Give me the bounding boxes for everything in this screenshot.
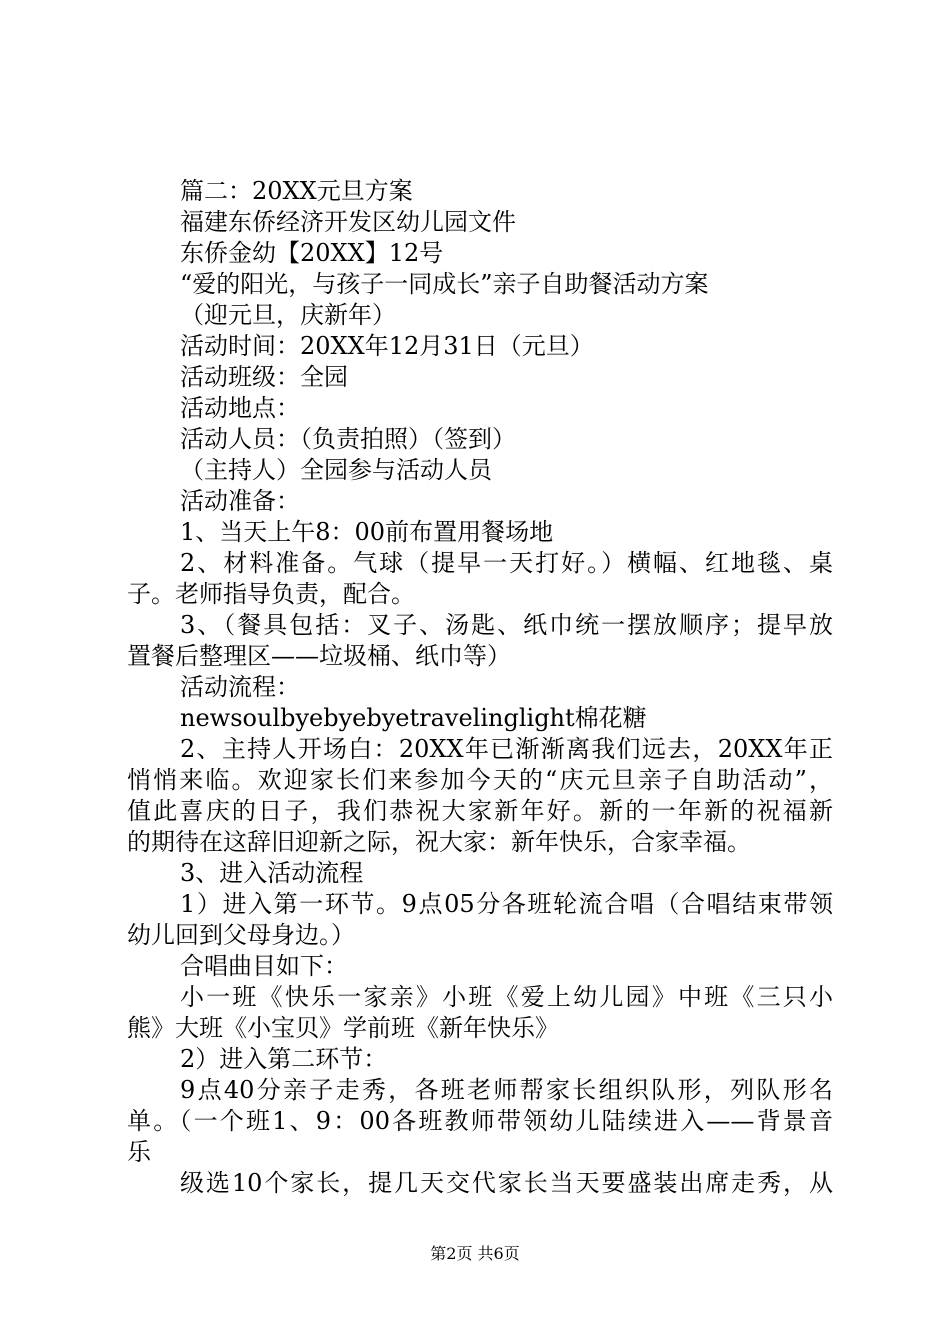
page-indicator: 第2页 共6页 xyxy=(430,1244,520,1263)
text-line: 篇二：20XX元旦方案 xyxy=(180,177,413,205)
text-line: 3、进入活动流程 xyxy=(180,859,364,887)
text-line: 3、（餐具包括：叉子、汤匙、纸巾统一摆放顺序；提早放 xyxy=(180,611,833,639)
text-line: “爱的阳光，与孩子一同成长”亲子自助餐活动方案 xyxy=(180,270,709,298)
text-line: 置餐后整理区——垃圾桶、纸巾等） xyxy=(127,642,511,670)
text-line: 2）进入第二环节： xyxy=(180,1045,388,1073)
page-footer xyxy=(0,1244,950,1264)
text-line: 单。（一个班1、9：00各班教师带领幼儿陆续进入——背景音 xyxy=(127,1107,833,1135)
text-line: 级选10个家长，提几天交代家长当天要盛装出席走秀，从 xyxy=(180,1169,833,1197)
document-body xyxy=(127,176,833,1199)
text-line: 熊》大班《小宝贝》学前班《新年快乐》 xyxy=(127,1014,559,1042)
text-line: 值此喜庆的日子，我们恭祝大家新年好。新的一年新的祝福新 xyxy=(127,797,833,825)
text-line: 合唱曲目如下： xyxy=(180,952,348,980)
text-line: 活动人员：（负责拍照）（签到） xyxy=(180,425,516,453)
text-line: 活动准备： xyxy=(180,487,300,515)
text-line: （迎元旦，庆新年） xyxy=(180,301,396,329)
text-line: 活动流程： xyxy=(180,673,300,701)
text-line: 小一班《快乐一家亲》小班《爱上幼儿园》中班《三只小 xyxy=(180,983,833,1011)
text-line: 活动班级：全园 xyxy=(180,363,348,391)
text-line: 乐 xyxy=(127,1138,151,1166)
text-line: 1）进入第一环节。9点05分各班轮流合唱（合唱结束带领 xyxy=(180,890,833,918)
text-line: 东侨金幼【20XX】12号 xyxy=(180,239,444,267)
text-line: 幼儿回到父母身边。） xyxy=(127,921,355,949)
text-line: 1、当天上午8：00前布置用餐场地 xyxy=(180,518,554,546)
text-line: 子。老师指导负责，配合。 xyxy=(127,580,415,608)
text-line: 的期待在这辞旧迎新之际，祝大家：新年快乐，合家幸福。 xyxy=(127,828,751,856)
text-line: 活动时间：20XX年12月31日（元旦） xyxy=(180,332,594,360)
text-line: newsoulbyebyebyetravelinglight棉花糖 xyxy=(180,704,647,732)
text-line: 活动地点： xyxy=(180,394,300,422)
text-line: 2、主持人开场白：20XX年已渐渐离我们远去，20XX年正 xyxy=(180,735,833,763)
text-line: 福建东侨经济开发区幼儿园文件 xyxy=(180,208,516,236)
text-line: 悄悄来临。欢迎家长们来参加今天的“庆元旦亲子自助活动”， xyxy=(127,766,833,794)
text-line: （主持人）全园参与活动人员 xyxy=(180,456,492,484)
text-line: 9点40分亲子走秀，各班老师帮家长组织队形，列队形名 xyxy=(180,1076,833,1104)
text-line: 2、材料准备。气球（提早一天打好。）横幅、红地毯、桌 xyxy=(180,549,833,577)
